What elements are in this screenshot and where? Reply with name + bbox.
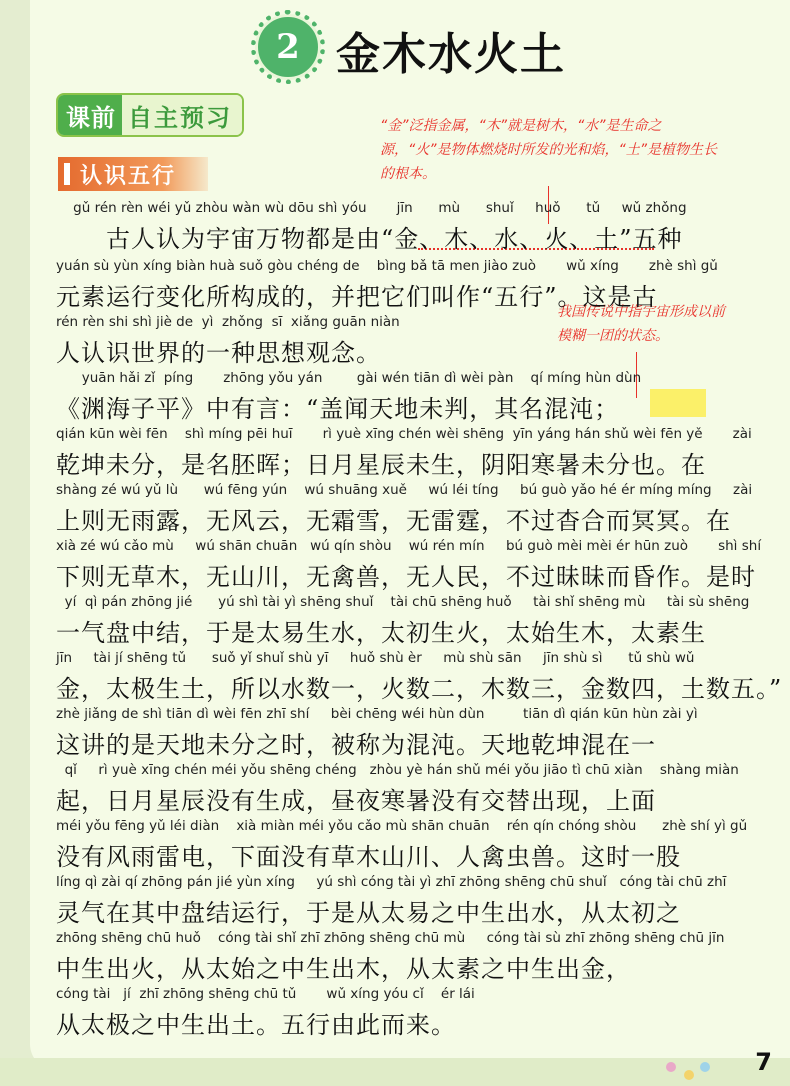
hanzi-line: 元素运行变化所构成的，并把它们叫作“五行”。这是古 (56, 283, 658, 311)
hanzi-line: 中生出火，从太始之中生出木，从太素之中生出金， (56, 955, 631, 983)
hanzi-line: 《渊海子平》中有言：“盖闻天地未判，其名混沌； (56, 395, 620, 423)
hanzi-line: 上则无雨露，无风云，无霜雪，无雷霆，不过杳合而冥冥。在 (56, 507, 731, 535)
decor-dot (700, 1062, 710, 1072)
section-banner-part1: 课前 (58, 95, 122, 135)
hanzi-line: 灵气在其中盘结运行，于是从太易之中生出水，从太初之 (56, 899, 681, 927)
pinyin-line: zhè jiǎng de shì tiān dì wèi fēn zhī shí bèi chēng wéi hùn dùn tiān dì qián kūn hùn zài yì (56, 706, 698, 722)
subsection-tag: 认识五行 (58, 157, 208, 191)
hanzi-line: 起，日月星辰没有生成，昼夜寒暑没有交替出现，上面 (56, 787, 656, 815)
annotation-wuxing: “金”泛指金属，“木”就是树木，“水”是生命之源，“火”是物体燃烧时所发的光和焰，“土”是植物生长的根本。 (380, 118, 718, 182)
hanzi-line: 下则无草木，无山川，无禽兽，无人民，不过昧昧而昏作。是时 (56, 563, 756, 591)
section-banner (56, 93, 244, 137)
hanzi-line: 没有风雨雷电，下面没有草木山川、人禽虫兽。这时一股 (56, 843, 681, 871)
hanzi-line: 这讲的是天地未分之时，被称为混沌。天地乾坤混在一 (56, 731, 656, 759)
pinyin-line: líng qì zài qí zhōng pán jié yùn xíng yú shì cóng tài yì zhī zhōng shēng chū shuǐ cóng tài chū zhī (56, 874, 727, 890)
pinyin-line: qǐ rì yuè xīng chén méi yǒu shēng chéng zhòu yè hán shǔ méi yǒu jiāo tì chū xiàn shàng miàn (56, 762, 739, 778)
pinyin-line: shàng zé wú yǔ lù wú fēng yún wú shuāng xuě wú léi tíng bú guò yǎo hé ér míng míng zài (56, 482, 753, 498)
pinyin-line: cóng tài jí zhī zhōng shēng chū tǔ wǔ xíng yóu cǐ ér lái (56, 986, 475, 1002)
pinyin-line: rén rèn shi shì jiè de yì zhǒng sī xiǎng guān niàn (56, 314, 400, 330)
hanzi-line: 金，太极生土，所以水数一，火数二，木数三，金数四，土数五。” (56, 675, 783, 703)
section-banner-part2: 自主预习 (122, 95, 242, 135)
pinyin-line: qián kūn wèi fēn shì míng pēi huī rì yuè xīng chén wèi shēng yīn yáng hán shǔ wèi fēn yě zài (56, 426, 752, 442)
pinyin-line: xià zé wú cǎo mù wú shān chuān wú qín shòu wú rén mín bú guò mèi mèi ér hūn zuò shì shí (56, 538, 762, 554)
pinyin-line: yí qì pán zhōng jié yú shì tài yì shēng shuǐ tài chū shēng huǒ tài shǐ shēng mù tài sù shēng (56, 594, 750, 610)
hanzi-line: 一气盘中结，于是太易生水，太初生火，太始生木，太素生 (56, 619, 706, 647)
hanzi-line: 从太极之中生出土。五行由此而来。 (56, 1011, 456, 1039)
pinyin-line: yuān hǎi zǐ píng zhōng yǒu yán gài wén tiān dì wèi pàn qí míng hùn dùn (56, 370, 642, 386)
decor-dot (666, 1062, 676, 1072)
pinyin-line: méi yǒu fēng yǔ léi diàn xià miàn méi yǒu cǎo mù shān chuān rén qín chóng shòu zhè shí yì gǔ (56, 818, 748, 834)
hanzi-line: 乾坤未分，是名胚晖；日月星辰未生，阴阳寒暑未分也。在 (56, 451, 706, 479)
page-number: 7 (755, 1048, 772, 1076)
pinyin-line: yuán sù yùn xíng biàn huà suǒ gòu chéng de bìng bǎ tā men jiào zuò wǔ xíng zhè shì gǔ (56, 258, 718, 274)
hanzi-line: 古人认为宇宙万物都是由“金、木、水、火、土”五种 (56, 225, 683, 253)
hanzi-line: 人认识世界的一种思想观念。 (56, 339, 381, 367)
decor-dot (684, 1070, 694, 1080)
lesson-title: 金木水火土 (336, 29, 566, 80)
pinyin-line: zhōng shēng chū huǒ cóng tài shǐ zhī zhōng shēng chū mù cóng tài sù zhī zhōng shēng chū jīn (56, 930, 725, 946)
pinyin-line: jīn tài jí shēng tǔ suǒ yǐ shuǐ shù yī huǒ shù èr mù shù sān jīn shù sì tǔ shù wǔ (56, 650, 695, 666)
lesson-number-badge: 2 (255, 14, 321, 80)
annotation-hundun: 我国传说中指宇宙形成以前模糊一团的状态。 (557, 304, 725, 344)
pinyin-line: gǔ rén rèn wéi yǔ zhòu wàn wù dōu shì yóu jīn mù shuǐ huǒ tǔ wǔ zhǒng (56, 200, 687, 216)
